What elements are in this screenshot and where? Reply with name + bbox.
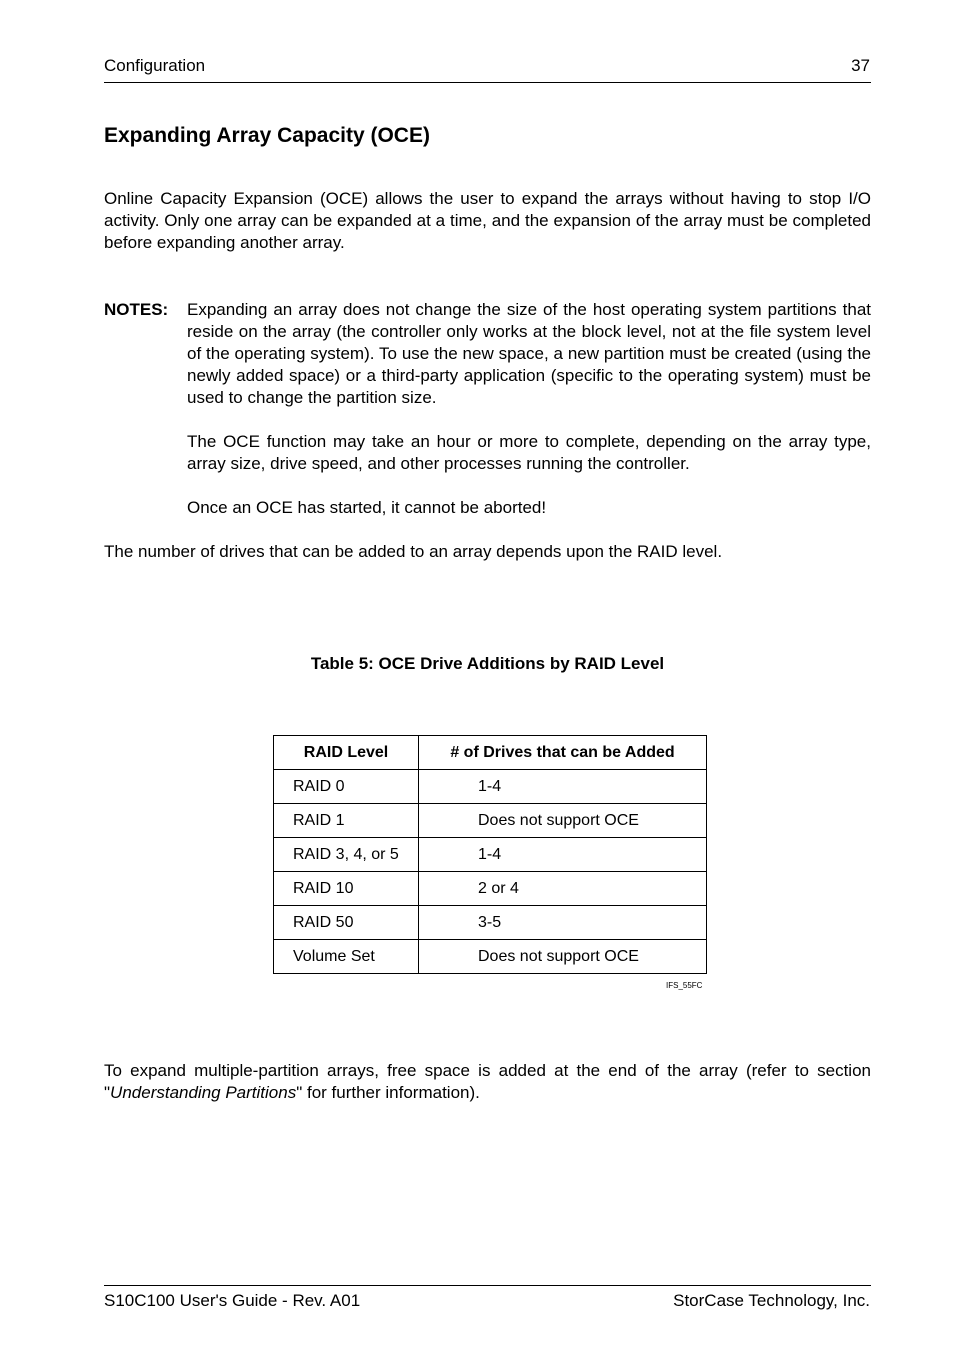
drives-cell: 2 or 4 — [419, 872, 707, 906]
note-item: Once an OCE has started, it cannot be aborted! — [187, 498, 547, 517]
table-row — [274, 770, 707, 804]
drives-paragraph: The number of drives that can be added to an array depends upon the RAID level. — [104, 542, 723, 561]
table-row — [274, 838, 707, 872]
raid-level-cell: RAID 3, 4, or 5 — [274, 838, 419, 872]
drives-cell: Does not support OCE — [419, 804, 707, 838]
partitions-text-after: " for further information). — [296, 1083, 480, 1102]
raid-level-cell: RAID 1 — [274, 804, 419, 838]
drives-cell: 1-4 — [419, 770, 707, 804]
drives-cell: 3-5 — [419, 906, 707, 940]
raid-level-cell: RAID 10 — [274, 872, 419, 906]
column-header-drives: # of Drives that can be Added — [419, 736, 707, 770]
note-item: Expanding an array does not change the size of the host operating system partitions that reside on the array (the controller only works at the block level, not at the file system level of the operating system). To use the new space, a new partition must be created (using the newly added space) or a third-party application (specific to the operating system) must be used to change the partition size. — [187, 300, 871, 407]
table-row — [274, 940, 707, 974]
table-header-row — [274, 736, 707, 770]
table-caption: Table 5: OCE Drive Additions by RAID Level — [310, 654, 665, 673]
raid-level-cell: RAID 50 — [274, 906, 419, 940]
header-rule — [104, 82, 871, 83]
notes-label: NOTES: — [104, 300, 169, 319]
table-row — [274, 906, 707, 940]
partitions-section-reference: Understanding Partitions — [110, 1083, 297, 1102]
drives-cell: Does not support OCE — [419, 940, 707, 974]
table-row — [274, 872, 707, 906]
figure-id: IFS_55FC — [666, 981, 703, 990]
footer-document-title: S10C100 User's Guide - Rev. A01 — [104, 1291, 361, 1310]
footer-rule — [104, 1285, 871, 1286]
partitions-paragraph — [104, 1060, 871, 1104]
column-header-raid-level: RAID Level — [274, 736, 419, 770]
header-section-name: Configuration — [104, 56, 206, 75]
page-number: 37 — [851, 56, 870, 75]
note-item: The OCE function may take an hour or more to complete, depending on the array type, array size, drive speed, and other processes running the controller. — [187, 432, 871, 473]
drives-cell: 1-4 — [419, 838, 707, 872]
raid-level-cell: Volume Set — [274, 940, 419, 974]
footer-company: StorCase Technology, Inc. — [673, 1291, 870, 1310]
section-title: Expanding Array Capacity (OCE) — [104, 124, 430, 147]
oce-table — [273, 735, 707, 974]
intro-paragraph: Online Capacity Expansion (OCE) allows the user to expand the arrays without having to stop I/O activity. Only one array can be expanded at a time, and the expansion of the array must be completed before expanding another array. — [104, 189, 871, 252]
partitions-text-before: To expand multiple-partition arrays, free space is added at the end of the array (refer to section " — [104, 1061, 871, 1102]
table-row — [274, 804, 707, 838]
raid-level-cell: RAID 0 — [274, 770, 419, 804]
